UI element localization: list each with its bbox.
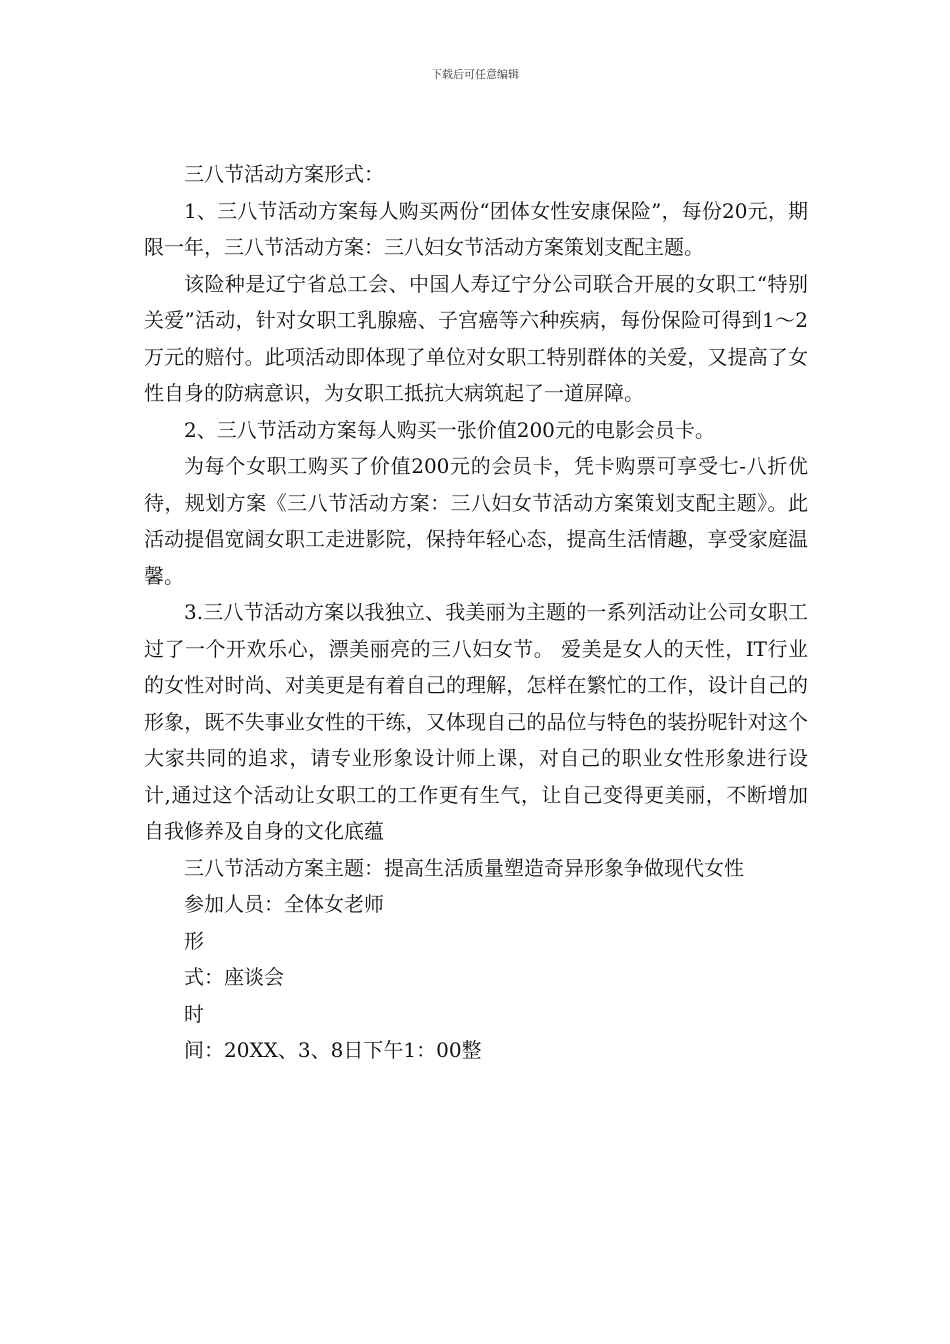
paragraph-form-title: 三八节活动方案形式： (184, 162, 384, 186)
line-time-label-part2: 间：20XX、3、8日下午1：00整 (184, 1038, 482, 1062)
paragraph-theme: 三八节活动方案主题：提高生活质量塑造奇异形象争做现代女性 (184, 855, 744, 880)
page-header: 下载后可任意编辑 (431, 68, 519, 81)
paragraph-card-detail: 为每个女职工购买了价值200元的会员卡，凭卡购票可享受七-八折优待，规划方案《三八节活动方案：三八妇女节活动方案策划支配主题》。此活动提倡宽阔女职工走进影院，保持年轻心态，提高生活情趣，享受家庭温馨。 (144, 454, 808, 588)
paragraph-item-1: 1、三八节活动方案每人购买两份“团体女性安康保险”，每份20元，期限一年，三八节活动方案：三八妇女节活动方案策划支配主题。 (144, 198, 808, 259)
paragraph-insurance-detail: 该险种是辽宁省总工会、中国人寿辽宁分公司联合开展的女职工“特别关爱”活动，针对女职工乳腺癌、子宫癌等六种疾病，每份保险可得到1～2万元的赔付。此项活动即体现了单位对女职工特别群体的关爱，又提高了女性自身的防病意识，为女职工抵抗大病筑起了一道屏障。 (144, 271, 808, 405)
line-form-label-part2: 式：座谈会 (184, 965, 284, 989)
paragraph-item-3: 3.三八节活动方案以我独立、我美丽为主题的一系列活动让公司女职工过了一个开欢乐心，漂美丽亮的三八妇女节。 爱美是女人的天性，IT行业的女性对时尚、对美更是有着自己的理解，怎样在繁忙的工作，设计自己的形象，既不失事业女性的干练，又体现自己的品位与特色的装扮呢针对这个大家共同的追求，请专业形象设计师上课，对自己的职业女性形象进行设计,通过这个活动让女职工的工作更有生气，让自己变得更美丽，不断增加自我修养及自身的文化底蕴 (144, 600, 808, 843)
paragraph-item-2: 2、三八节活动方案每人购买一张价值200元的电影会员卡。 (184, 417, 715, 442)
paragraph-participants: 参加人员：全体女老师 (184, 892, 384, 916)
line-time-label-part1: 时 (184, 1001, 204, 1026)
document-body (144, 156, 808, 1069)
line-form-label-part1: 形 (184, 928, 204, 953)
